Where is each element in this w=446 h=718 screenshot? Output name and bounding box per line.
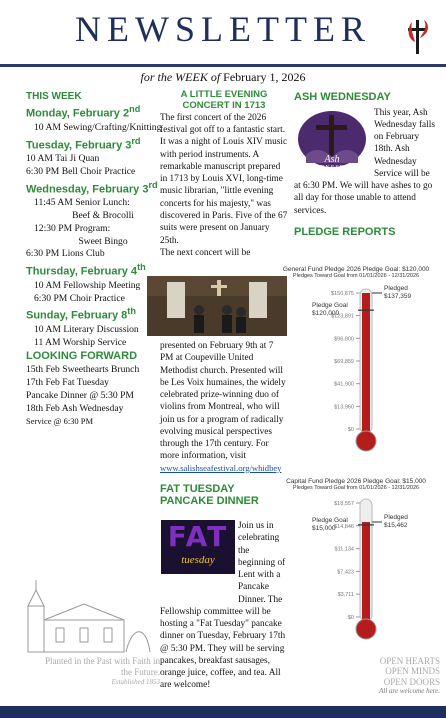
left-column (26, 90, 162, 427)
this-week-heading: THIS WEEK (26, 91, 82, 102)
wednesday-heading: Wednesday, February 3rd (26, 179, 158, 196)
tick-label: $0 (347, 615, 354, 621)
tuesday-item: 10 AM Tai Ji Quan (26, 153, 100, 165)
wednesday-item: Sweet Bingo (78, 235, 128, 247)
tick-label: $13,960 (334, 404, 354, 411)
general-fund-subtitle: Pledges Toward Goal from 01/01/2026 - 12/31/2026 (292, 273, 420, 279)
fat-logo-text: FAT (167, 520, 229, 553)
fat-logo-sub: tuesday (181, 554, 215, 566)
sunday-item: 11 AM Worship Service (34, 336, 127, 348)
right-column (294, 90, 438, 239)
tick-label: $41,900 (334, 381, 354, 388)
footer-bar (0, 706, 446, 718)
thursday-item: 10 AM Fellowship Meeting (34, 279, 141, 291)
week-line (0, 70, 446, 85)
pledge-heading: PLEDGE REPORTS (294, 225, 396, 238)
ash-img-text-1: Ash (324, 153, 340, 165)
thermometer-fill (362, 293, 370, 435)
thursday-item: 6:30 PM Choir Practice (34, 292, 125, 304)
wednesday-item: 12:30 PM Program: (34, 222, 111, 234)
looking-forward-item: Service @ 6:30 PM (26, 415, 94, 426)
goal-value: $15,000 (312, 524, 336, 532)
thursday-heading: Thursday, February 4th (26, 262, 146, 278)
concert-paragraph-1: The first concert of the 2026 festival got off to a fantastic start. It was a night of Louis XIV music with period instruments. A remarkable manuscript prepared in 1713 by Louis XVI, long-time music librarian, "little evening concerts for his majesty," was discovered in Paris. Five of the 67 suits were present on January 25th. (160, 112, 288, 246)
sunday-item: 10 AM Literary Discussion (34, 323, 139, 335)
ash-wednesday-image (294, 107, 370, 177)
thermometer-bulb (356, 431, 376, 451)
ash-wednesday-text: This year, Ash Wednesday falls on February 18th. Ash Wednesday Service will be at 6:30 PM. We will have ashes to go all day for those unable to attend services. (294, 107, 435, 216)
general-fund-thermometer (268, 279, 444, 459)
festival-link[interactable]: www.salishseafestival.org/whidbey (160, 462, 282, 473)
pledged-value: $137,359 (384, 293, 412, 300)
looking-forward-item: 18th Feb Ash Wednesday (26, 402, 124, 414)
tagline-left: Planted in the Past with Faith in the Future. Established 1853 (45, 656, 160, 686)
looking-forward-item: 17th Feb Fat Tuesday (26, 377, 109, 389)
monday-heading: Monday, February 2nd (26, 104, 141, 121)
church-sketch-image (14, 576, 154, 656)
tick-label: $3,711 (337, 592, 354, 599)
concert-paragraph-2: The next concert will be (160, 247, 251, 258)
capital-fund-title: Capital Fund Pledge 2026 Pledge Goal: $15,000 (286, 478, 426, 485)
fat-tuesday-heading: FAT TUESDAY PANCAKE DINNER (160, 482, 259, 508)
tick-label: $14,846 (334, 523, 354, 530)
general-fund-title: General Fund Pledge 2026 Pledge Goal: $120,000 (282, 266, 430, 273)
tick-label: $11,134 (334, 546, 354, 553)
pledged-label: Pledged (384, 285, 408, 292)
tick-label: $0 (347, 427, 354, 433)
goal-label: Pledge Goal (312, 302, 348, 310)
capital-fund-subtitle: Pledges Toward Goal from 01/01/2026 - 12/31/2026 (292, 485, 420, 491)
tick-label: $18,557 (334, 501, 354, 507)
week-prefix: for the WEEK of (140, 70, 221, 84)
wednesday-item: Beef & Brocolli (72, 209, 134, 221)
pledged-label: Pledged (384, 514, 408, 522)
ash-img-text-2: WEDNESDAY (308, 164, 356, 171)
pledged-value: $15,462 (384, 522, 408, 530)
tick-label: $69,859 (334, 359, 354, 365)
goal-label: Pledge Goal (312, 516, 348, 524)
tagline-right: OPEN HEARTS OPEN MINDS OPEN DOORS All are welcome here. (379, 656, 440, 696)
fat-tuesday-text: Join us in celebrating the beginning of Lent with a Pancake Dinner. The Fellowship committee will be hosting a "Fat Tuesday" pancake dinner on Tuesday, February 17th @ 5:30 PM. They will be serving pancakes, breakfast sausages, orange juice, coffee, and tea. All are welcome! (160, 521, 286, 691)
wednesday-item: 11:45 AM Senior Lunch: (34, 197, 130, 209)
concert-photo (147, 276, 287, 336)
ash-wednesday-body (294, 107, 438, 217)
concert-paragraph-3: presented on February 9th at 7 PM at Coupeville United Methodist church. Presented will be Les Voix humaines, the widely celebrated prize-winning duo of violins from Montreal, who will join us for a program of radically evolving musical perspectives through the 17th century. For more information, visit (160, 341, 286, 462)
tuesday-item: 6:30 PM Bell Choir Practice (26, 165, 136, 177)
concert-heading: A LITTLE EVENING CONCERT IN 1713 (180, 89, 268, 111)
goal-value: $120,000 (312, 310, 340, 318)
ash-wednesday-heading: ASH WEDNESDAY (294, 91, 391, 103)
cross-flame-logo-icon (398, 18, 438, 56)
wednesday-item: 6:30 PM Lions Club (26, 248, 105, 260)
tuesday-heading: Tuesday, February 3rd (26, 135, 141, 152)
thermometer-bulb (356, 619, 376, 639)
tick-label: $96,800 (334, 336, 354, 343)
middle-column (160, 90, 288, 259)
monday-item: 10 AM Sewing/Crafting/Knitting (34, 121, 162, 133)
title-rule (0, 64, 446, 67)
week-date: February 1, 2026 (223, 70, 306, 84)
tick-label: $7,423 (337, 569, 354, 576)
tick-label: $150,875 (331, 291, 354, 297)
capital-fund-gauge (268, 478, 444, 654)
looking-forward-item: Pancake Dinner @ 5:30 PM (26, 389, 134, 401)
newsletter-title: NEWSLETTER (75, 9, 371, 49)
thermometer-fill (362, 522, 370, 623)
tick-label: $123,891 (331, 313, 354, 320)
capital-fund-thermometer (268, 491, 444, 651)
looking-forward-item: 15th Feb Sweethearts Brunch (26, 364, 140, 376)
general-fund-gauge (268, 266, 444, 466)
looking-forward-heading: LOOKING FORWARD (26, 350, 138, 363)
sunday-heading: Sunday, February 8th (26, 306, 136, 323)
